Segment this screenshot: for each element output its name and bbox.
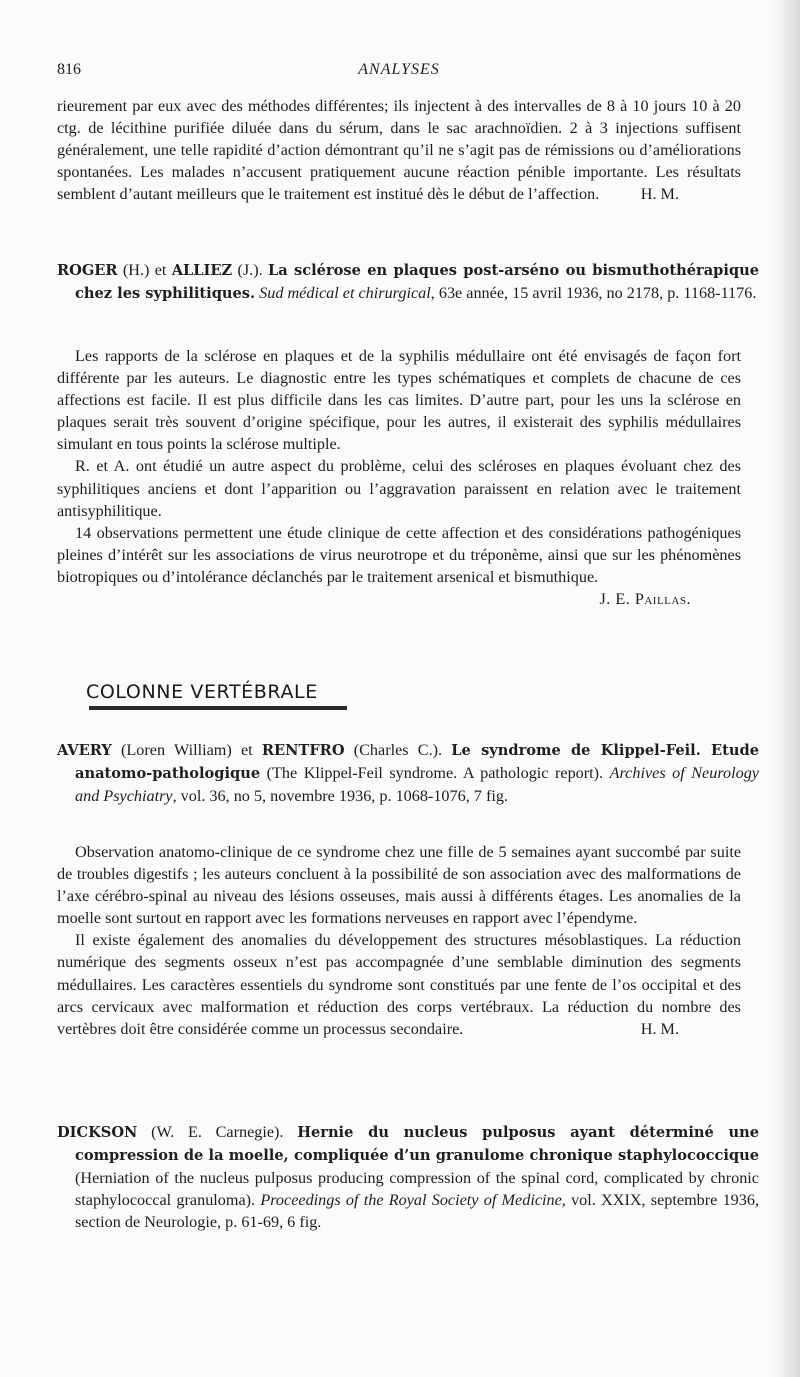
author-initials: (Loren William) — [111, 741, 241, 759]
citation-details: , vol. 36, no 5, novembre 1936, p. 1068-1076, 7 fig. — [172, 787, 508, 806]
signature: H. M. — [640, 1019, 679, 1038]
author-name: ROGER — [57, 262, 118, 279]
bibliographic-entry — [57, 1121, 759, 1233]
section-heading: COLONNE VERTÉBRALE — [86, 681, 318, 703]
abstract-body — [57, 841, 741, 1040]
abstract-paragraph: R. et A. ont étudié un autre aspect du problème, celui des scléroses en plaques évoluant chez des syphilitiques anciens et dont l’apparition ou l’aggravation paraissent en relation avec le traitement antisyphilitique. — [57, 457, 741, 520]
journal-name: Archives of Neurology and Psychiatry — [75, 764, 759, 806]
author-name: ALLIEZ — [171, 262, 233, 279]
abstract-text: Il existe également des anomalies du développement des structures mésoblastiques. La réduction numérique des segments osseux n’est pas accompagnée d’une semblable diminution des segments médullaires. Les caractères essentiels du syndrome sont constitués par une fente de l’os occipital et des arcs cervicaux avec malformation et réduction des corps vertébraux. La réduction du nombre des vertèbres doit être considérée comme un processus secondaire. — [57, 931, 741, 1038]
article-title: La sclérose en plaques post-arséno ou bismuthothérapique chez les syphilitiques. — [75, 262, 759, 303]
citation-details: , 63e année, 15 avril 1936, no 2178, p. 1168-1176. — [430, 284, 757, 303]
continued-body: rieurement par eux avec des méthodes différentes; ils injectent à des intervalles de 8 à 10 jours 10 à 20 ctg. de lécithine purifiée diluée dans du sérum, dans le sac arachnoïdien. 2 à 3 injections suffisent généralement, une telle rapidité d’action démontrant qu’il ne s’agit pas de rémissions ou d’améliorations spontanées. Les malades n’accusent pratiquement aucune réaction pénible importante. Les résultats semblent d’autant meilleurs que le traitement est institué dès le début de l’affection. — [57, 97, 741, 204]
abstract-paragraph: Les rapports de la sclérose en plaques et de la syphilis médullaire ont été envisagés de façon fort différente par les auteurs. Le diagnostic entre les types schématiques et complets de chacune de ces affections est facile. Il est plus difficile dans les cas limites. D’autre part, pour les uns la sclérose en plaques serait très souvent d’origine spécifique, pour les autres, il existerait des syphilis médullaires simulant en tous points la sclérose multiple. — [57, 347, 741, 454]
abstract-paragraph — [57, 522, 741, 610]
abstract-paragraph: Observation anatomo-clinique de ce syndrome chez une fille de 5 semaines ayant succombé par suite de troubles digestifs ; les auteurs concluent à la possibilité de son association avec des malformations de l’axe cérébro-spinal au niveau des lésions osseuses, mais aussi à différents étages. Les anomalies de la moelle sont surtout en rapport avec les formations nerveuses en rapport avec l’épendyme. — [57, 843, 741, 928]
article-title: Le syndrome de Klippel-Feil. Etude anatomo-pathologique — [75, 742, 759, 783]
continued-paragraph — [57, 95, 741, 205]
bibliographic-entry — [57, 739, 759, 807]
article-title: Hernie du nucleus pulposus ayant déterminé une compression de la moelle, compliquée d’un granulome chronique staphylococcique — [75, 1124, 760, 1165]
abstract-body — [57, 345, 741, 610]
abstract-text: 14 observations permettent une étude clinique de cette affection et des considérations pathogéniques pleines d’intérêt sur les associations de virus neurotrope et du tréponème, ainsi que sur les phénomènes biotropiques ou d’intolérance déclanchés par le traitement arsenical et bismuthique. — [57, 523, 741, 586]
citation-details: , vol. XXIX, septembre 1936, section de Neurologie, p. 61-69, 6 fig. — [75, 1191, 759, 1232]
author-name: RENTFRO — [261, 742, 345, 759]
abstract-paragraph — [57, 929, 741, 1039]
title-translation: (Herniation of the nucleus pulposus producing compression of the spinal cord, complicated by chronic staphylococcal granuloma). — [75, 1169, 759, 1210]
author-initials: (W. E. Carnegie). — [137, 1123, 298, 1141]
title-translation: (The Klippel-Feil syndrome. A pathologic report). — [260, 764, 610, 783]
author-initials: (H.) — [117, 261, 155, 279]
bibliographic-entry — [57, 259, 759, 305]
signature: H. M. — [640, 185, 679, 204]
author-name: DICKSON — [57, 1124, 138, 1141]
running-title: ANALYSES — [358, 61, 440, 78]
journal-name: Proceedings of the Royal Society of Medicine — [260, 1191, 562, 1210]
conjunction: et — [154, 261, 172, 279]
author-name: AVERY — [57, 742, 112, 759]
conjunction: et — [240, 741, 262, 759]
section-heading-underline — [89, 706, 347, 710]
journal-name: Sud médical et chirurgical — [259, 284, 431, 303]
author-initials: (Charles C.). — [344, 741, 452, 759]
running-head — [57, 61, 741, 81]
page-number: 816 — [57, 61, 81, 78]
page-edge-shadow — [772, 0, 800, 1377]
signature: J. E. Paillas. — [599, 590, 691, 609]
author-initials: (J.). — [232, 261, 268, 279]
